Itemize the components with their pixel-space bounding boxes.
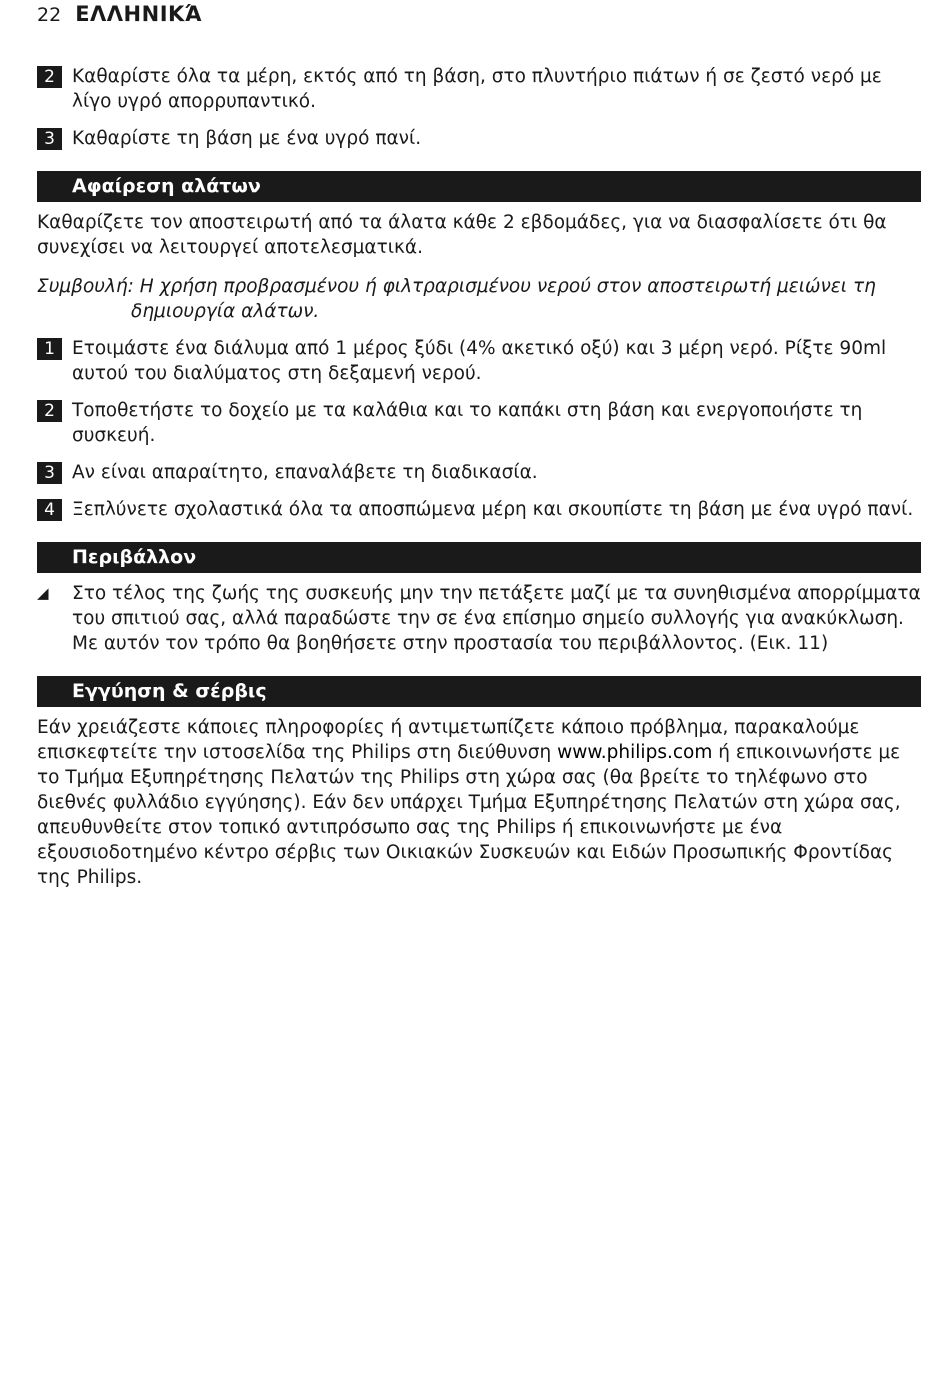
step-text: Τοποθετήστε το δοχείο με τα καλάθια και το καπάκι στη βάση και ενεργοποιήστε τη συσκευή. [72,400,863,446]
descaling-step [37,497,921,522]
page-content [37,64,921,904]
step-text: Ετοιμάστε ένα διάλυμα από 1 μέρος ξύδι (4% ακετικό οξύ) και 3 μέρη νερό. Ρίξτε 90ml αυτού του διαλύματος στη δεξαμενή νερού. [72,338,887,384]
descaling-step [37,398,921,448]
philips-website-link[interactable]: www.philips.com [557,742,713,763]
section-title-environment: Περιβάλλον [37,542,921,573]
step-number: 3 [37,128,62,150]
descaling-tip: Συμβουλή: Η χρήση προβρασμένου ή φιλτραρισμένου νερού στον αποστειρωτή μειώνει τη δημιουργία αλάτων. [37,276,876,322]
bullet-text: Στο τέλος της ζωής της συσκευής μην την πετάξετε μαζί με τα συνηθισμένα απορρίμματα του σπιτιού σας, αλλά παραδώστε την σε ένα επίσημο σημείο συλλογής για ανακύκλωση. Με αυτόν τον τρόπο θα βοηθήσετε στην προστασία του περιβάλλοντος. (Εικ. 11) [72,583,921,654]
step-text: Ξεπλύνετε σχολαστικά όλα τα αποσπώμενα μέρη και σκουπίστε τη βάση με ένα υγρό πανί. [72,499,914,520]
cleaning-step [37,126,921,151]
page-number: 22 [37,4,62,26]
section-title-descaling: Αφαίρεση αλάτων [37,171,921,202]
step-number: 4 [37,499,62,521]
step-text: Καθαρίστε τη βάση με ένα υγρό πανί. [72,128,422,149]
descaling-step [37,336,921,386]
warranty-text-part2: ή επικοινωνήστε με το Τμήμα Εξυπηρέτησης Πελατών της Philips στη χώρα σας (θα βρείτε το τηλέφωνο στο διεθνές φυλλάδιο εγγύησης). Εάν δεν υπάρχει Τμήμα Εξυπηρέτησης Πελατών στη χώρα σας, απευθυνθείτε στον τοπικό αντιπρόσωπο σας της Philips ή επικοινωνήστε με ένα εξουσιοδοτημένο κέντρο σέρβις των Οικιακών Συσκευών και Ειδών Προσωπικής Φροντίδας της Philips. [37,742,901,888]
triangle-bullet-icon: ◢ [37,584,49,602]
descaling-step [37,460,921,485]
descaling-intro: Καθαρίζετε τον αποστειρωτή από τα άλατα κάθε 2 εβδομάδες, για να διασφαλίσετε ότι θα συνεχίσει να λειτουργεί αποτελεσματικά. [37,212,887,258]
page-language: ΕΛΛΗΝΙΚΆ [75,2,203,26]
section-title-warranty: Εγγύηση & σέρβις [37,676,921,707]
step-number: 1 [37,338,62,360]
cleaning-step [37,64,921,114]
step-number: 3 [37,462,62,484]
step-number: 2 [37,66,62,88]
environment-bullet [37,581,921,656]
step-number: 2 [37,400,62,422]
warranty-text-part1: Εάν χρειάζεστε κάποιες πληροφορίες ή αντιμετωπίζετε κάποιο πρόβλημα, παρακαλούμε επισκεφτείτε την ιστοσελίδα της Philips στη διεύθυνση [37,717,860,763]
step-text: Αν είναι απαραίτητο, επαναλάβετε τη διαδικασία. [72,462,538,483]
page-header [37,2,202,26]
step-text: Καθαρίστε όλα τα μέρη, εκτός από τη βάση, στο πλυντήριο πιάτων ή σε ζεστό νερό με λίγο υγρό απορρυπαντικό. [72,66,882,112]
warranty-text [37,715,921,890]
